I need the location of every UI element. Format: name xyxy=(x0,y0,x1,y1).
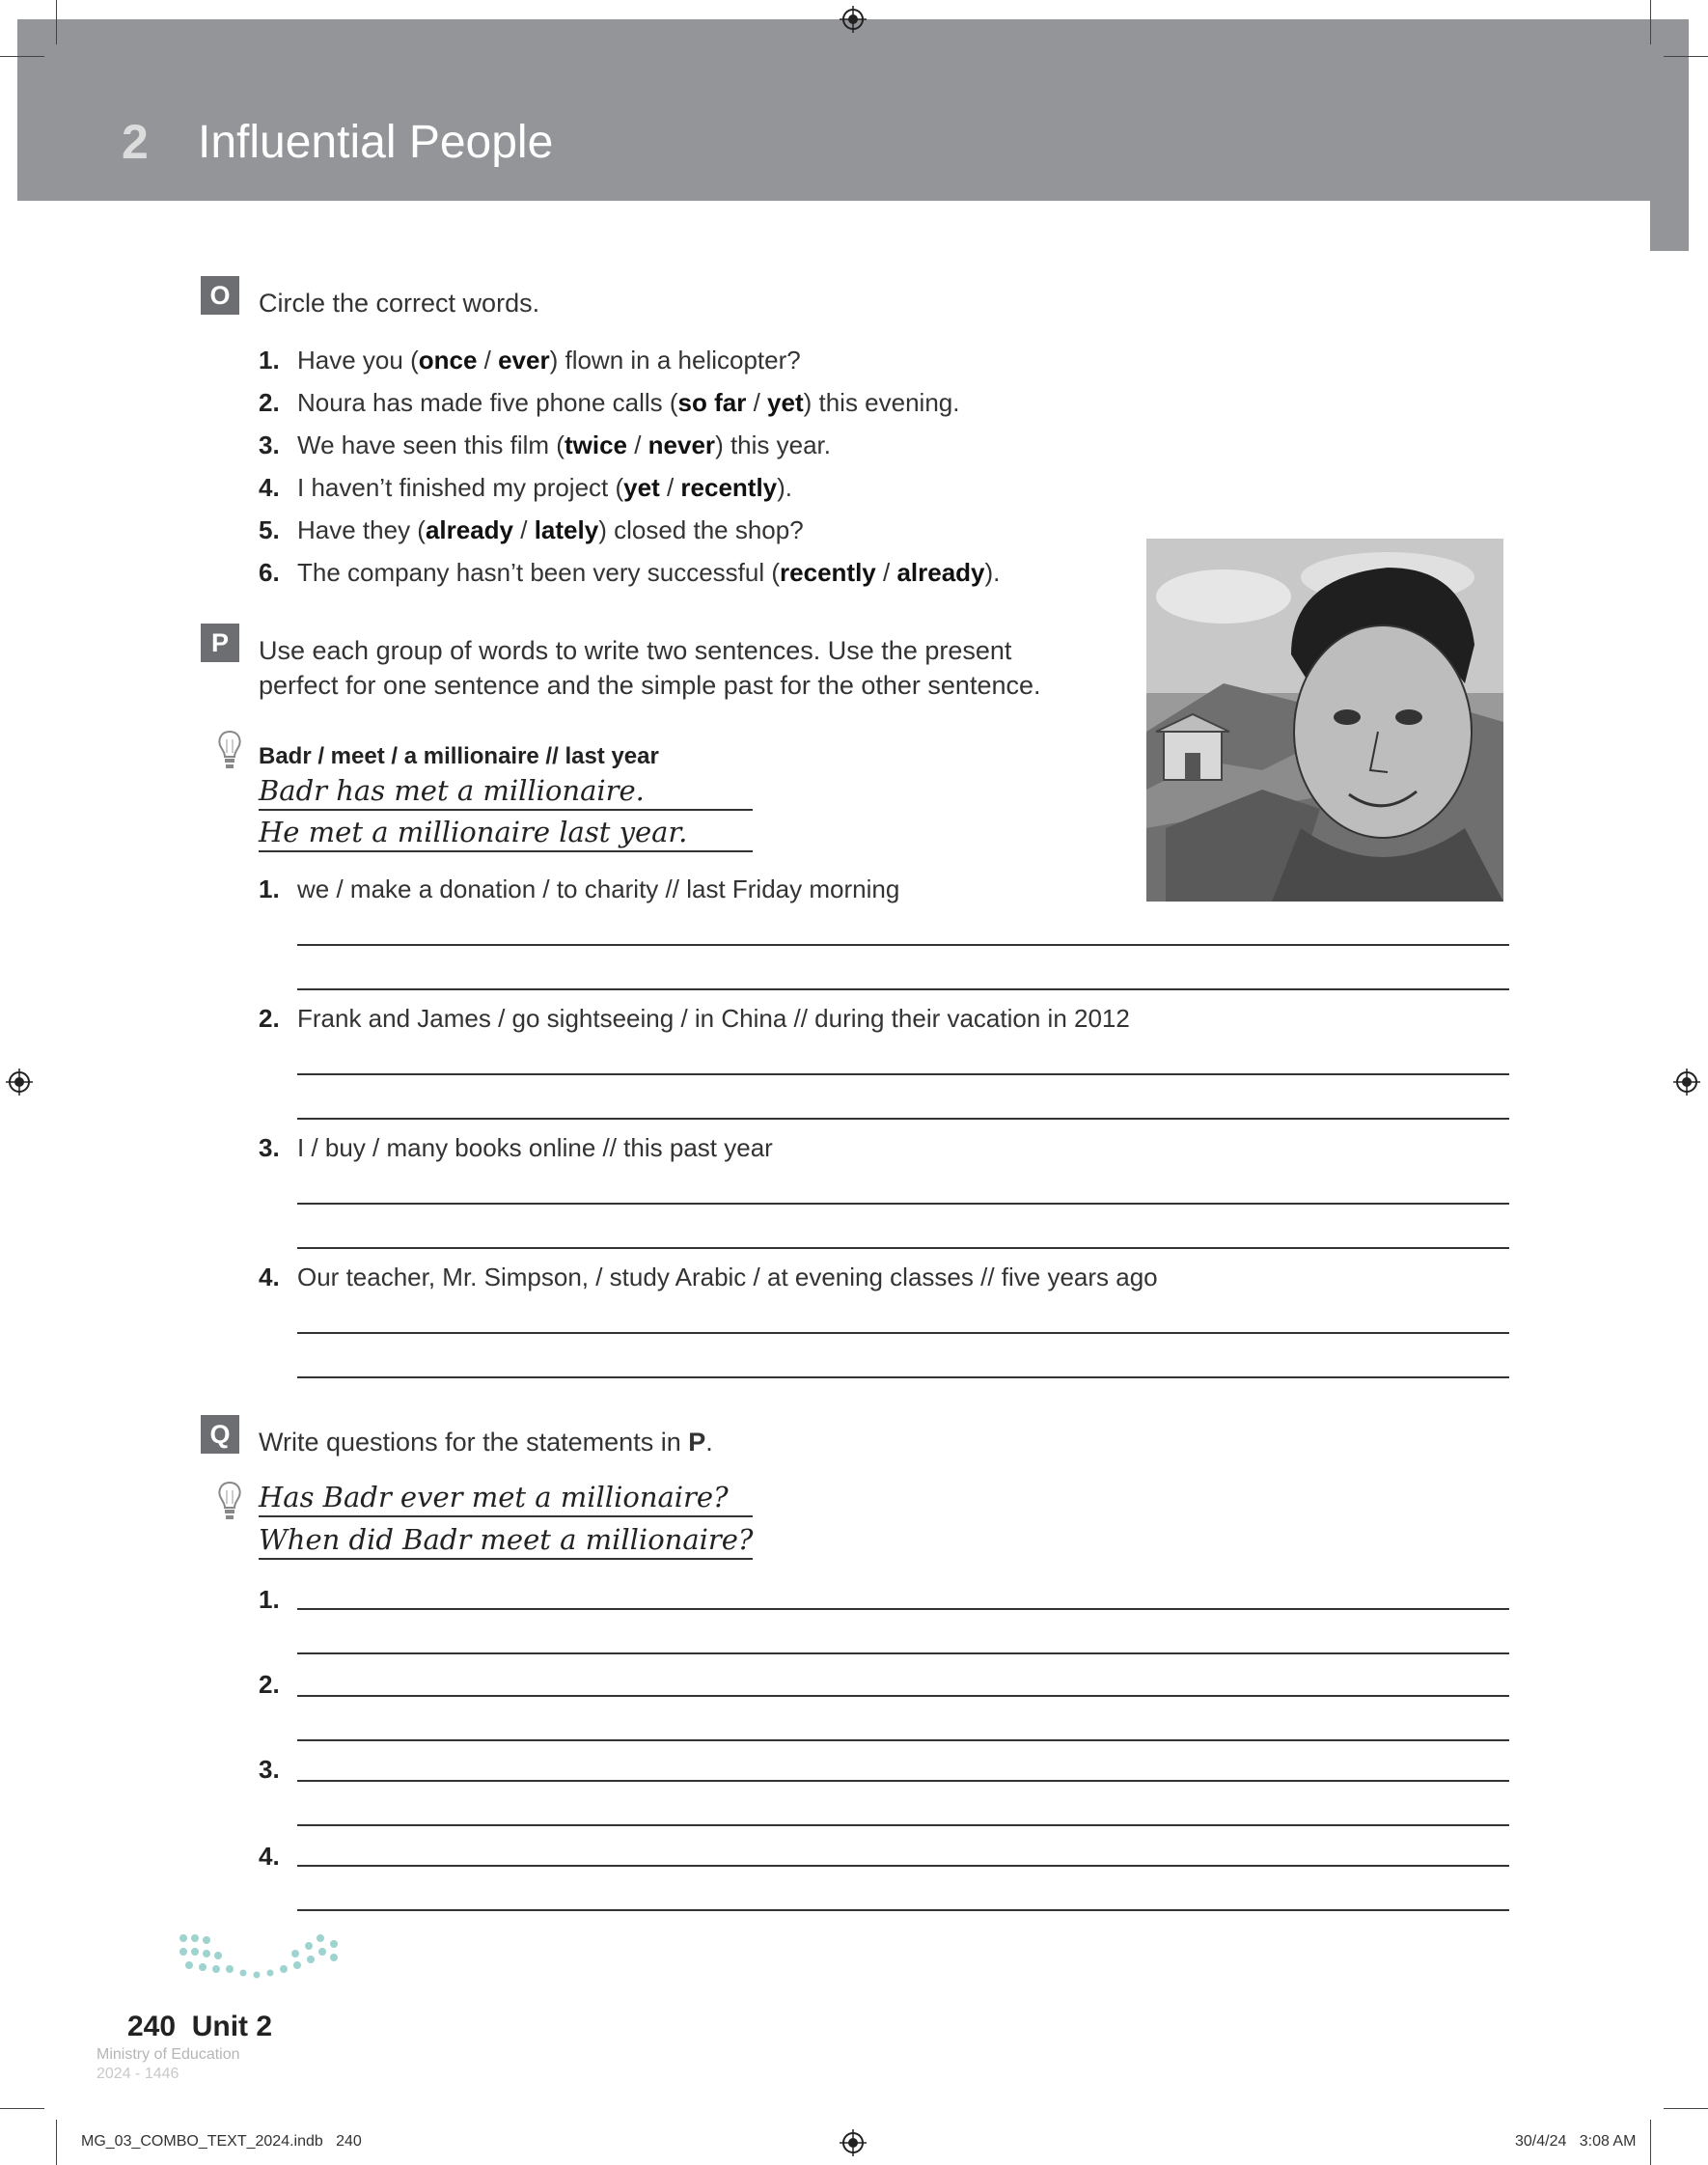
circle-item: 1. Have you (once / ever) flown in a helicopter? xyxy=(259,346,801,375)
ministry-logo-dots-icon xyxy=(176,1930,345,1988)
answer-line[interactable] xyxy=(297,1247,1509,1249)
circle-item: 4. I haven’t finished my project (yet / recently). xyxy=(259,473,793,502)
choice-b[interactable]: never xyxy=(647,430,716,459)
choice-a[interactable]: yet xyxy=(623,473,660,502)
answer-line[interactable] xyxy=(297,1376,1509,1378)
registration-mark-icon xyxy=(1673,1069,1700,1096)
section-p-instruction-line1: Use each group of words to write two sentences. Use the present xyxy=(259,636,1012,665)
choice-b[interactable]: yet xyxy=(767,388,804,417)
choice-b[interactable]: recently xyxy=(680,473,778,502)
answer-line[interactable] xyxy=(297,944,1509,946)
answer-line[interactable] xyxy=(297,1780,1509,1782)
example-prompt: Badr / meet / a millionaire // last year xyxy=(259,743,659,769)
page-number: 240 xyxy=(127,2011,177,2042)
crop-mark xyxy=(1664,56,1708,57)
answer-line[interactable] xyxy=(297,1608,1509,1610)
answer-line[interactable] xyxy=(297,988,1509,990)
answer-line[interactable] xyxy=(297,1865,1509,1867)
answer-line[interactable] xyxy=(297,1203,1509,1205)
section-badge-p: P xyxy=(201,624,239,662)
circle-item: 6. The company hasn’t been very successful (recently / already). xyxy=(259,558,1001,587)
registration-mark-icon xyxy=(6,1069,33,1096)
circle-item: 5. Have they (already / lately) closed the shop? xyxy=(259,515,804,544)
ministry-text: Ministry of Education xyxy=(96,2046,240,2063)
choice-a[interactable]: already xyxy=(425,515,514,544)
choice-b[interactable]: already xyxy=(896,558,985,587)
question-number: 1. xyxy=(259,1585,280,1614)
unit-number: 2 xyxy=(122,115,149,169)
section-o-instruction: Circle the correct words. xyxy=(259,289,540,318)
circle-item: 2. Noura has made five phone calls (so far / yet) this evening. xyxy=(259,388,960,417)
registration-mark-icon xyxy=(840,2129,867,2156)
lightbulb-icon xyxy=(216,1481,243,1523)
exercise-item: 2. Frank and James / go sightseeing / in China // during their vacation in 2012 xyxy=(259,1004,1130,1033)
section-badge-q: Q xyxy=(201,1415,239,1454)
answer-line[interactable] xyxy=(297,1695,1509,1697)
crop-mark xyxy=(1664,2108,1708,2109)
answer-line[interactable] xyxy=(297,1073,1509,1075)
ministry-year: 2024 - 1446 xyxy=(96,2066,179,2082)
choice-a[interactable]: once xyxy=(418,346,478,375)
exercise-item: 3. I / buy / many books online // this past year xyxy=(259,1133,773,1162)
crop-mark xyxy=(56,2120,57,2165)
crop-mark xyxy=(1650,2120,1651,2165)
section-q-instruction: Write questions for the statements in P. xyxy=(259,1428,713,1457)
crop-mark xyxy=(1650,0,1651,44)
choice-b[interactable]: ever xyxy=(498,346,550,375)
example-question-1: Has Badr ever met a millionaire? xyxy=(259,1479,753,1517)
choice-b[interactable]: lately xyxy=(534,515,599,544)
boy-great-wall-illustration xyxy=(1146,539,1503,902)
answer-line[interactable] xyxy=(297,1739,1509,1741)
question-number: 4. xyxy=(259,1842,280,1871)
page-number-footer xyxy=(127,2011,272,2043)
question-number: 2. xyxy=(259,1670,280,1699)
print-timestamp: 30/4/24 3:08 AM xyxy=(1515,2133,1637,2150)
registration-mark-icon xyxy=(840,6,867,33)
header-side-tab xyxy=(1650,19,1689,251)
answer-line[interactable] xyxy=(297,1909,1509,1911)
file-info: MG_03_COMBO_TEXT_2024.indb 240 xyxy=(81,2133,362,2150)
crop-mark xyxy=(0,56,44,57)
choice-a[interactable]: so far xyxy=(677,388,747,417)
answer-line[interactable] xyxy=(297,1332,1509,1334)
unit-label: Unit 2 xyxy=(191,2011,273,2042)
choice-a[interactable]: recently xyxy=(780,558,876,587)
question-number: 3. xyxy=(259,1755,280,1784)
section-badge-o: O xyxy=(201,276,239,315)
example-answer-2: He met a millionaire last year. xyxy=(259,814,753,852)
answer-line[interactable] xyxy=(297,1824,1509,1826)
circle-item: 3. We have seen this film (twice / never) this year. xyxy=(259,430,831,459)
exercise-item: 4. Our teacher, Mr. Simpson, / study Arabic / at evening classes // five years ago xyxy=(259,1263,1158,1291)
page-title: Influential People xyxy=(198,117,554,168)
lightbulb-icon xyxy=(216,730,243,772)
section-p-instruction-line2: perfect for one sentence and the simple past for the other sentence. xyxy=(259,671,1041,700)
exercise-item: 1. we / make a donation / to charity // last Friday morning xyxy=(259,874,900,903)
example-answer-1: Badr has met a millionaire. xyxy=(259,772,753,811)
answer-line[interactable] xyxy=(297,1652,1509,1654)
crop-mark xyxy=(56,0,57,44)
example-question-2: When did Badr meet a millionaire? xyxy=(259,1521,753,1560)
unit-header-band xyxy=(17,19,1689,201)
crop-mark xyxy=(0,2108,44,2109)
choice-a[interactable]: twice xyxy=(564,430,627,459)
answer-line[interactable] xyxy=(297,1118,1509,1120)
